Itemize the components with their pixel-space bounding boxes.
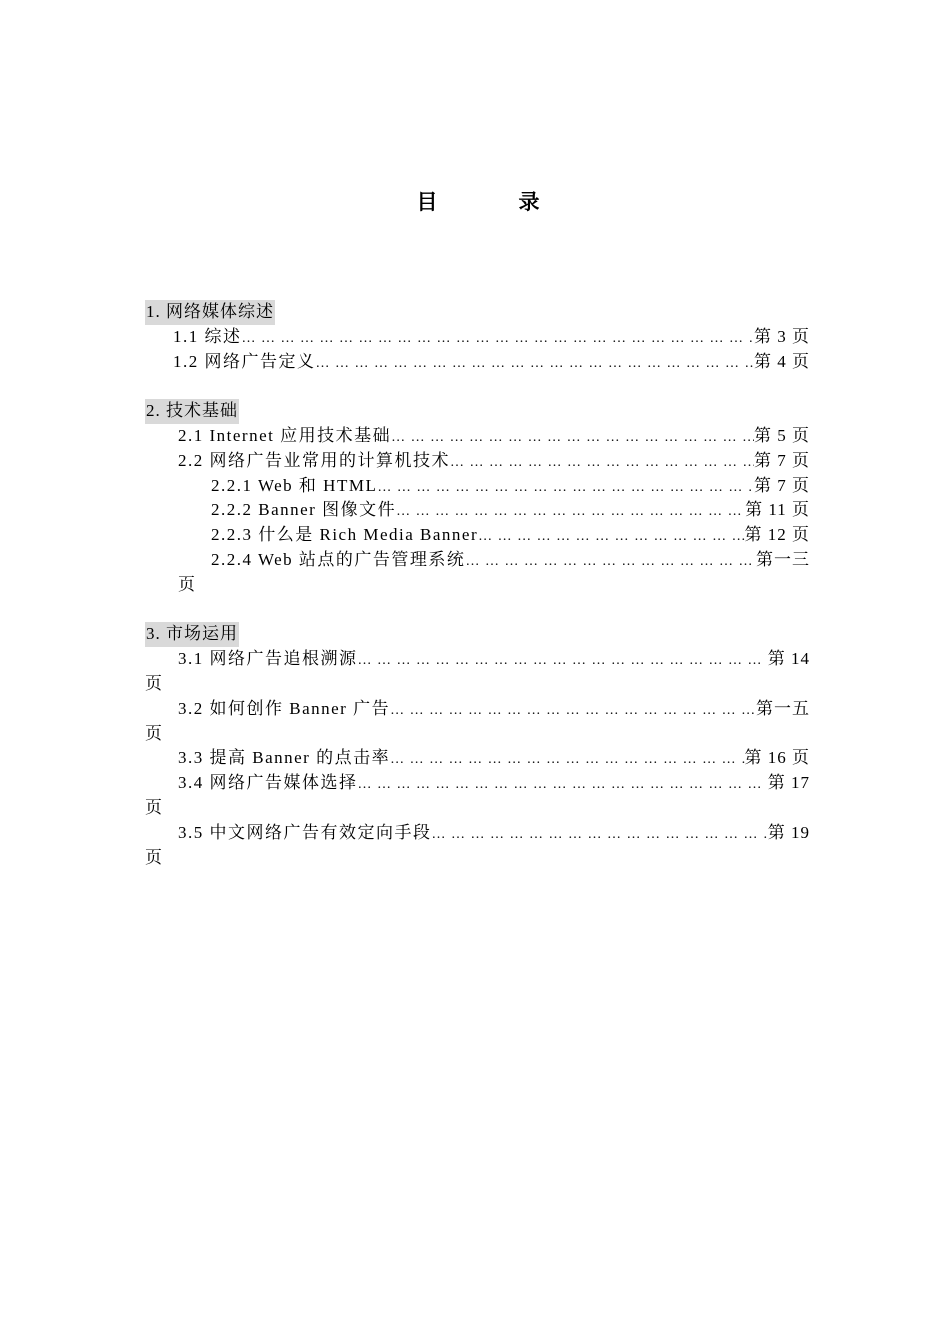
toc-spacer [145, 598, 810, 623]
toc-entry [145, 746, 810, 771]
toc-page-number: 第 14 [767, 649, 810, 669]
toc-entry-title[interactable]: 3.3 提高 Banner 的点击率 [178, 748, 391, 768]
toc-entry [145, 350, 810, 375]
toc-page-number: 第一五 [756, 698, 810, 718]
toc-page-number: 第 16 页 [744, 748, 810, 768]
toc-section-heading [145, 622, 810, 647]
toc-page-number: 第 19 [767, 822, 810, 842]
toc-dot-leader [396, 500, 745, 525]
toc-dot-leader [358, 773, 768, 798]
toc-page-number: 第 3 页 [754, 326, 810, 346]
toc-entry-title[interactable]: 2.2.2 Banner 图像文件 [211, 500, 397, 520]
toc-entry [145, 474, 810, 499]
toc-entry [145, 771, 810, 821]
toc-entry-title[interactable]: 2.1 Internet 应用技术基础 [178, 425, 392, 445]
toc-dot-leader [478, 525, 744, 550]
toc-page-number-wrap: 页 [145, 797, 163, 817]
toc-page-number: 第 4 页 [754, 351, 810, 371]
toc-dot-leader [242, 327, 755, 352]
toc-section-title: 1. 网络媒体综述 [145, 300, 275, 325]
toc-section-heading [145, 300, 810, 325]
toc-entry-title[interactable]: 1.2 网络广告定义 [173, 351, 316, 371]
toc-entry [145, 424, 810, 449]
toc-dot-leader [390, 748, 744, 773]
toc-section-heading [145, 399, 810, 424]
toc-section-title: 2. 技术基础 [145, 399, 239, 424]
toc-section-title: 3. 市场运用 [145, 622, 239, 647]
toc-entry-title[interactable]: 3.2 如何创作 Banner 广告 [178, 698, 391, 718]
toc-page-number: 第 17 [767, 773, 810, 793]
toc-page-number-wrap: 页 [145, 673, 163, 693]
toc-entry [145, 498, 810, 523]
toc-page-number-wrap: 页 [145, 847, 163, 867]
toc-entry-title[interactable]: 1.1 综述 [173, 326, 242, 346]
toc-entry [145, 697, 810, 747]
toc-page-number: 第 11 页 [745, 500, 810, 520]
toc-page-number-wrap: 页 [145, 723, 163, 743]
toc-entry-title[interactable]: 3.5 中文网络广告有效定向手段 [178, 822, 432, 842]
toc-page-number: 第 12 页 [744, 525, 810, 545]
toc-entry [145, 523, 810, 548]
page-title: 目 录 [416, 190, 570, 214]
toc-dot-leader [432, 823, 768, 848]
toc-entry [145, 449, 810, 474]
toc-entry-title[interactable]: 2.2.3 什么是 Rich Media Banner [211, 525, 479, 545]
toc-spacer [145, 374, 810, 399]
toc-page-number: 第 5 页 [754, 425, 810, 445]
toc-entry-title[interactable]: 3.1 网络广告追根溯源 [178, 649, 358, 669]
toc-entry [145, 548, 810, 598]
toc-entry-title[interactable]: 2.2 网络广告业常用的计算机技术 [178, 450, 450, 470]
toc-page-number: 第一三 [756, 549, 810, 569]
toc-entry [145, 647, 810, 697]
toc-entry-title[interactable]: 2.2.4 Web 站点的广告管理系统 [211, 549, 466, 569]
toc-page-number-wrap: 页 [178, 574, 196, 594]
toc-dot-leader [377, 476, 754, 501]
table-of-contents [145, 300, 810, 870]
toc-entry-title[interactable]: 3.4 网络广告媒体选择 [178, 773, 358, 793]
toc-dot-leader [450, 451, 754, 476]
toc-entry-title[interactable]: 2.2.1 Web 和 HTML [211, 475, 378, 495]
toc-entry [145, 821, 810, 871]
toc-dot-leader [391, 426, 754, 451]
toc-page-number: 第 7 页 [754, 475, 810, 495]
toc-dot-leader [390, 699, 756, 724]
toc-dot-leader [358, 649, 768, 674]
toc-dot-leader [465, 550, 756, 575]
toc-entry [145, 325, 810, 350]
toc-page-number: 第 7 页 [754, 450, 810, 470]
toc-dot-leader [316, 352, 755, 377]
